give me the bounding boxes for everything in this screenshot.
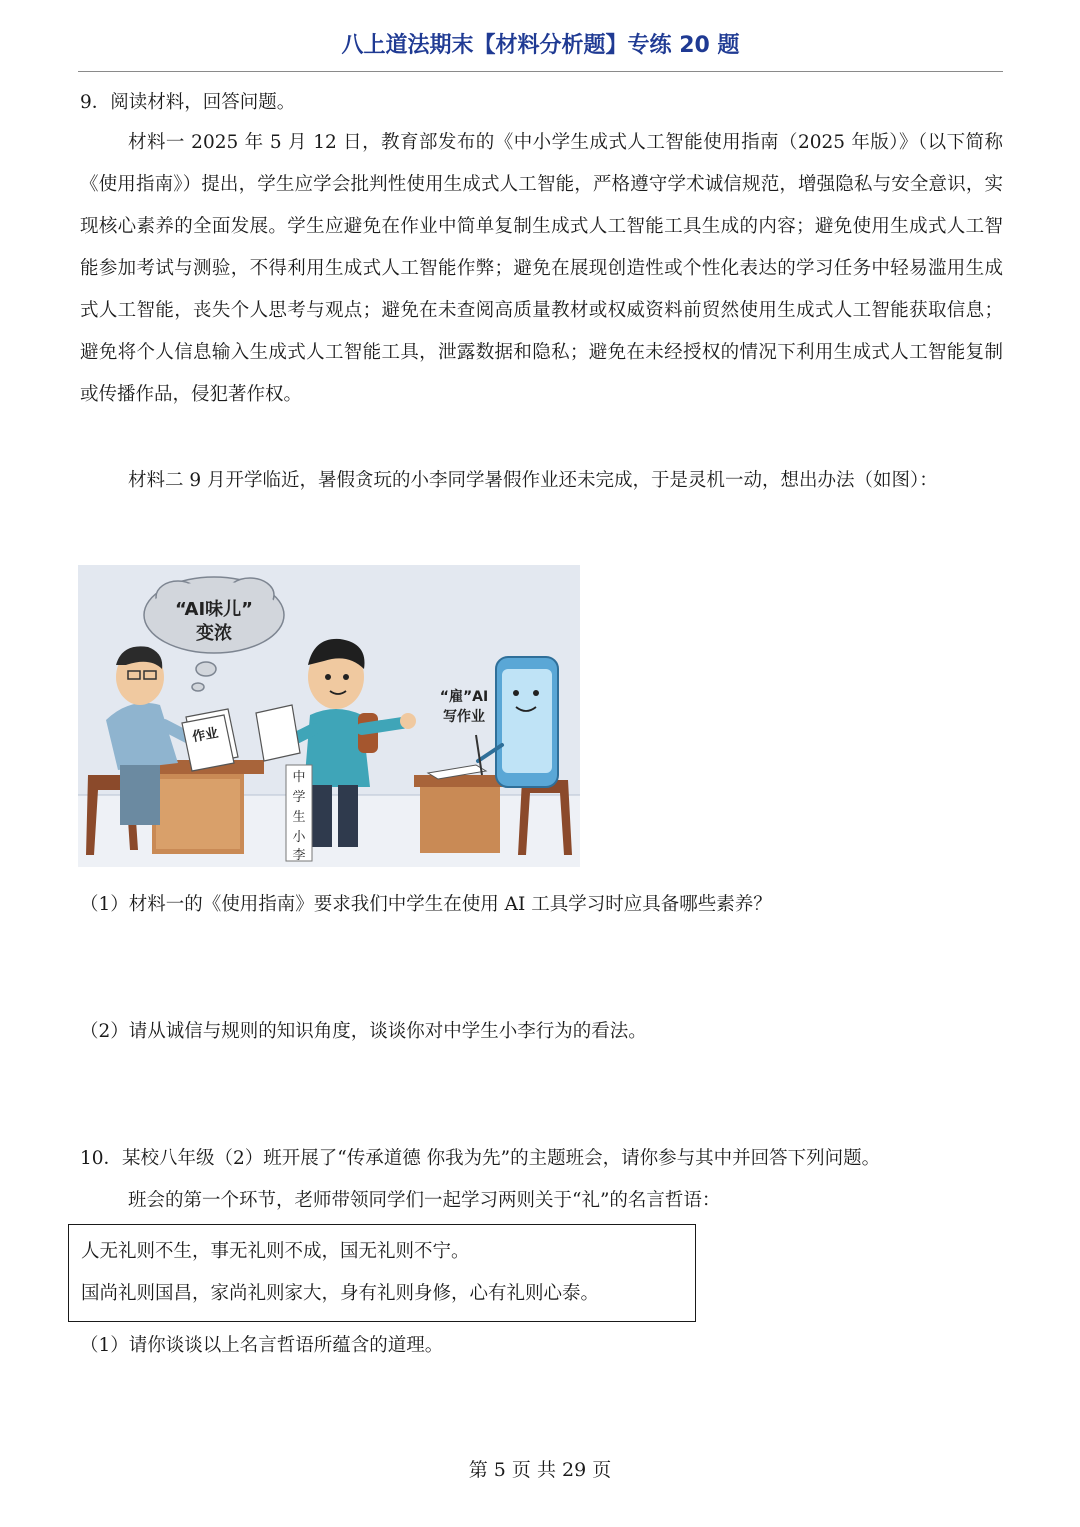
bubble-text-line2: 变浓 xyxy=(196,623,232,644)
paper-label: 作业 xyxy=(191,725,220,746)
question-9-sub2: （2）请从诚信与规则的知识角度，谈谈你对中学生小李行为的看法。 xyxy=(80,1021,647,1042)
question-9-sub1: （1）材料一的《使用指南》要求我们中学生在使用 AI 工具学习时应具备哪些素养？ xyxy=(80,894,772,915)
svg-text:小: 小 xyxy=(292,830,306,845)
svg-text:中: 中 xyxy=(292,770,306,785)
header-divider xyxy=(78,71,1003,72)
question-9-stem: 9．阅读材料，回答问题。 xyxy=(80,92,296,113)
page-footer: 第 5 页 共 29 页 xyxy=(468,1459,612,1481)
student-label xyxy=(286,765,312,863)
bubble-text-line1: “AI味儿” xyxy=(175,599,253,620)
svg-text:生: 生 xyxy=(292,810,306,825)
question-10-sub1: （1）请你谈谈以上名言哲语所蕴含的道理。 xyxy=(80,1335,444,1356)
phone-text-line2: 写作业 xyxy=(443,709,485,725)
question-10-stem: 10．某校八年级（2）班开展了“传承道德 你我为先”的主题班会，请你参与其中并回答下列问题。 xyxy=(80,1148,881,1169)
quotes-box xyxy=(68,1224,696,1322)
quote-line-2: 国尚礼则国昌，家尚礼则家大，身有礼则身修，心有礼则心泰。 xyxy=(81,1283,600,1304)
phone-text-line1: “雇”AI xyxy=(439,689,489,705)
material-two-paragraph: 材料二 9 月开学临近，暑假贪玩的小李同学暑假作业还未完成，于是灵机一动，想出办法（如图）： xyxy=(128,470,938,491)
question-10-intro: 班会的第一个环节，老师带领同学们一起学习两则关于“礼”的名言哲语： xyxy=(128,1190,721,1211)
document-header-title: 八上道法期末【材料分析题】专练 20 题 xyxy=(341,33,740,58)
svg-text:李: 李 xyxy=(292,848,306,863)
homework-papers xyxy=(182,709,238,771)
quote-line-1: 人无礼则不生，事无礼则不成，国无礼则不宁。 xyxy=(81,1241,470,1262)
material-one-paragraph: 材料一 2025 年 5 月 12 日，教育部发布的《中小学生成式人工智能使用指南（2025 年版）》（以下简称《使用指南》）提出，学生应学会批判性使用生成式人工智能，严格遵守学术诚信规范，增强隐私与安全意识，实现核心素养的全面发展。学生应避免在作业中简单复制生成式人工智能工具生成的内容；避免使用生成式人工智能参加考试与测验，不得利用生成式人工智能作弊；避免在展现创造性或个性化表达的学习任务中轻易滥用生成式人工智能，丧失个人思考与观点；避免在未查阅高质量教材或权威资料前贸然使用生成式人工智能获取信息；避免将个人信息输入生成式人工智能工具，泄露数据和隐私；避免在未经授权的情况下利用生成式人工智能复制或传播作品，侵犯著作权。 xyxy=(80,132,1003,405)
svg-text:学: 学 xyxy=(292,790,306,805)
cartoon-illustration xyxy=(78,565,580,867)
